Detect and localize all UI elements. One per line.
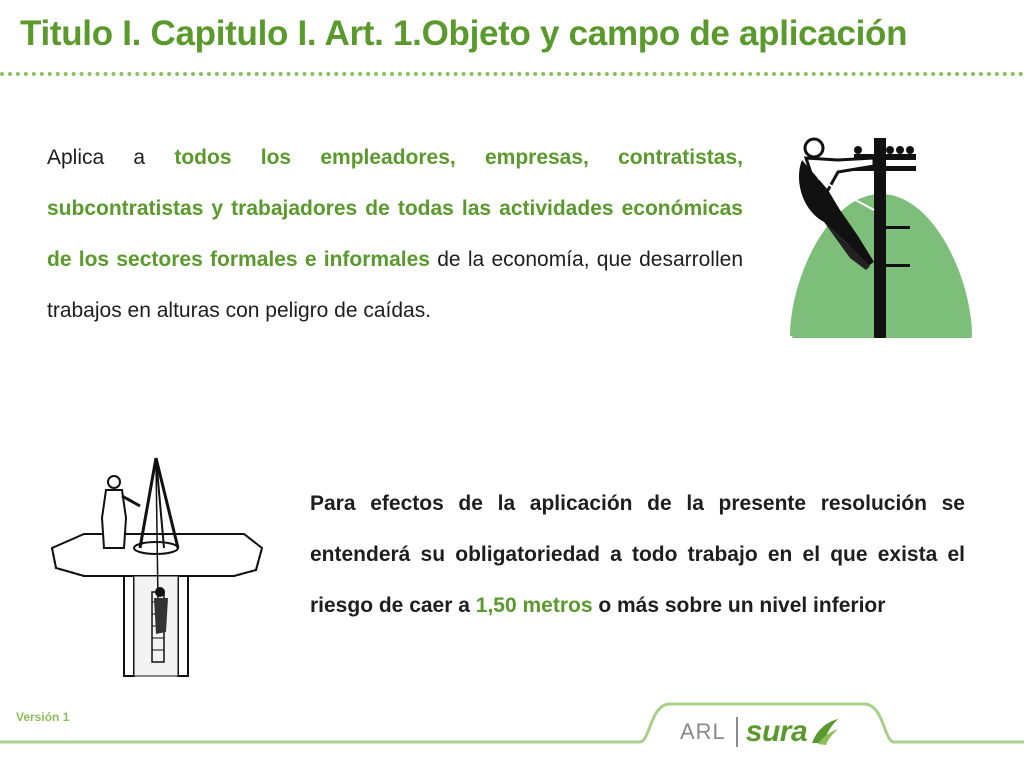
shaft-worker-illustration — [44, 452, 270, 682]
version-label: Versión 1 — [16, 710, 70, 724]
scope-highlight: todos los empleadores, empresas, contratistas, subcontratistas y trabajadores de todas las actividades económicas de los sectores formales e informales — [47, 146, 743, 271]
page-title: Titulo I. Capitulo I. Art. 1.Objeto y campo de aplicación — [20, 14, 908, 53]
title-divider — [0, 72, 1024, 76]
logo-sura-text: sura — [745, 715, 808, 748]
height-requirement-paragraph — [310, 478, 965, 631]
scope-text-start: Aplica a — [47, 146, 175, 169]
scope-text-end: de la economía, que desarrollen trabajos en alturas con peligro de caídas. — [47, 248, 743, 322]
scope-paragraph — [47, 132, 743, 336]
height-text-end: o más sobre un nivel inferior — [592, 594, 886, 617]
height-highlight: 1,50 metros — [475, 594, 593, 617]
logo-arl-text: ARL — [680, 719, 726, 744]
footer-tab-outline — [0, 700, 1024, 768]
pole-worker-illustration — [788, 130, 974, 338]
arl-sura-logo — [680, 712, 840, 752]
sura-leaf-icon — [810, 717, 840, 747]
logo-divider — [736, 717, 738, 747]
height-text-start: Para efectos de la aplicación de la presente resolución se entenderá su obligatoriedad a todo trabajo en el que exista el riesgo de caer a — [310, 492, 965, 617]
